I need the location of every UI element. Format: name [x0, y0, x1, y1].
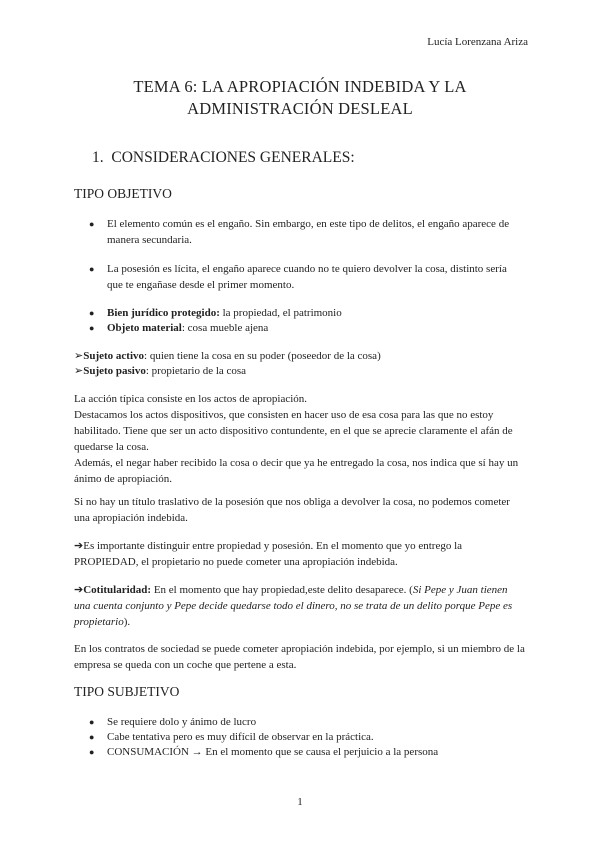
objeto-material-text: : cosa mueble ajena	[181, 322, 269, 334]
sujeto-pasivo-label: Sujeto pasivo	[83, 365, 146, 377]
bullet-icon: ●	[89, 747, 95, 757]
bullet-icon: ●	[89, 323, 95, 333]
section-title: CONSIDERACIONES GENERALES:	[111, 149, 355, 166]
paragraph-titulo-traslativo	[74, 494, 534, 526]
header-author: Lucía Lorenzana Ariza	[427, 36, 528, 48]
bullet-line: CONSUMACIÓN → En el momento que se causa el perjuicio a la persona	[107, 746, 439, 758]
page-title	[0, 76, 600, 120]
paragraph-accion-tipica	[74, 391, 534, 487]
arrow-icon: ➔	[74, 540, 84, 552]
list-item	[89, 320, 529, 336]
text-line: Además, el negar haber recibido la cosa o decir que ya he entregado la cosa, nos indica que sí hay un	[74, 457, 519, 469]
bullet-line: Se requiere dolo y ánimo de lucro	[107, 716, 257, 728]
italic-span: propietario	[74, 616, 124, 628]
italic-span: Si Pepe y Juan tienen	[412, 584, 508, 596]
bullet-icon: ●	[89, 732, 95, 742]
bullet-line: La posesión es lícita, el engaño aparece cuando no te quiero devolver la cosa, distinto sería	[107, 263, 507, 275]
paragraph-contratos-sociedad	[74, 641, 534, 673]
text-span: En el momento que hay propiedad,este delito desaparece. (	[151, 584, 413, 596]
bullet-line: Cabe tentativa pero es muy difícil de observar en la práctica.	[107, 731, 374, 743]
bullet-line: El elemento común es el engaño. Sin embargo, en este tipo de delitos, el engaño aparece de	[107, 218, 510, 230]
list-item	[89, 714, 529, 730]
title-line-1: TEMA 6: LA APROPIACIÓN INDEBIDA Y LA	[133, 77, 467, 96]
text-line: La acción típica consiste en los actos de apropiación.	[74, 393, 308, 405]
arrowhead-icon: ➢	[74, 365, 84, 377]
list-item	[89, 744, 529, 760]
text-line: empresa se queda con un coche que pertene a esta.	[74, 659, 297, 671]
text-line: Si no hay un título traslativo de la posesión que nos obliga a devolver la cosa, no podemos cometer	[74, 496, 510, 508]
bullet-icon: ●	[89, 264, 95, 274]
list-item	[89, 261, 529, 293]
text-line: quedarse la cosa.	[74, 441, 149, 453]
title-line-2: ADMINISTRACIÓN DESLEAL	[187, 99, 413, 118]
bien-juridico-label: Bien jurídico protegido:	[107, 307, 220, 319]
italic-span: una cuenta conjunto y Pepe decide quedarse todo el dinero, no se trata de un delito porque Pepe es	[74, 600, 513, 612]
text-span: ).	[123, 616, 131, 628]
section-number: 1.	[92, 149, 104, 166]
bullet-icon: ●	[89, 219, 95, 229]
section-heading	[92, 149, 355, 167]
tipo-subjetivo-heading: TIPO SUBJETIVO	[74, 684, 180, 699]
sujeto-activo-label: Sujeto activo	[83, 350, 145, 362]
text-line: Destacamos los actos dispositivos, que consisten en hacer uso de esa cosa para las que no estoy	[74, 409, 494, 421]
arrow-icon: ➔	[74, 584, 84, 596]
sujeto-activo-text: : quien tiene la cosa en su poder (poseedor de la cosa)	[144, 350, 381, 362]
text-line: PROPIEDAD, el propietario no puede cometer una apropiación indebida.	[74, 556, 398, 568]
bullet-line: manera secundaria.	[107, 234, 192, 246]
text-line: una apropiación indebida.	[74, 512, 188, 524]
text-line: ánimo de apropiación.	[74, 473, 173, 485]
bullet-icon: ●	[89, 717, 95, 727]
text-line: Es importante distinguir entre propiedad y posesión. En el momento que yo entrego la	[83, 540, 463, 552]
cotitularidad-label: Cotitularidad:	[83, 584, 152, 596]
tipo-objetivo-heading: TIPO OBJETIVO	[74, 186, 172, 201]
sujeto-pasivo-line	[74, 363, 246, 379]
sujeto-activo-line	[74, 348, 381, 364]
paragraph-cotitularidad	[74, 582, 534, 630]
sujeto-pasivo-text: : propietario de la cosa	[145, 365, 247, 377]
list-item	[89, 216, 529, 248]
list-item	[89, 305, 529, 321]
bullet-line: que te engañase desde el primer momento.	[107, 279, 295, 291]
bien-juridico-text: la propiedad, el patrimonio	[219, 307, 342, 319]
objeto-material-label: Objeto material	[107, 322, 182, 334]
arrowhead-icon: ➢	[74, 350, 84, 362]
list-item	[89, 729, 529, 745]
bullet-icon: ●	[89, 308, 95, 318]
text-line: habilitado. Tiene que ser un acto dispositivo contundente, en el que se aprecie claramente el afán de	[74, 425, 513, 437]
paragraph-propiedad-posesion	[74, 538, 534, 570]
page-number: 1	[297, 796, 303, 808]
text-line: En los contratos de sociedad se puede cometer apropiación indebida, por ejemplo, si un miembro de la	[74, 643, 525, 655]
